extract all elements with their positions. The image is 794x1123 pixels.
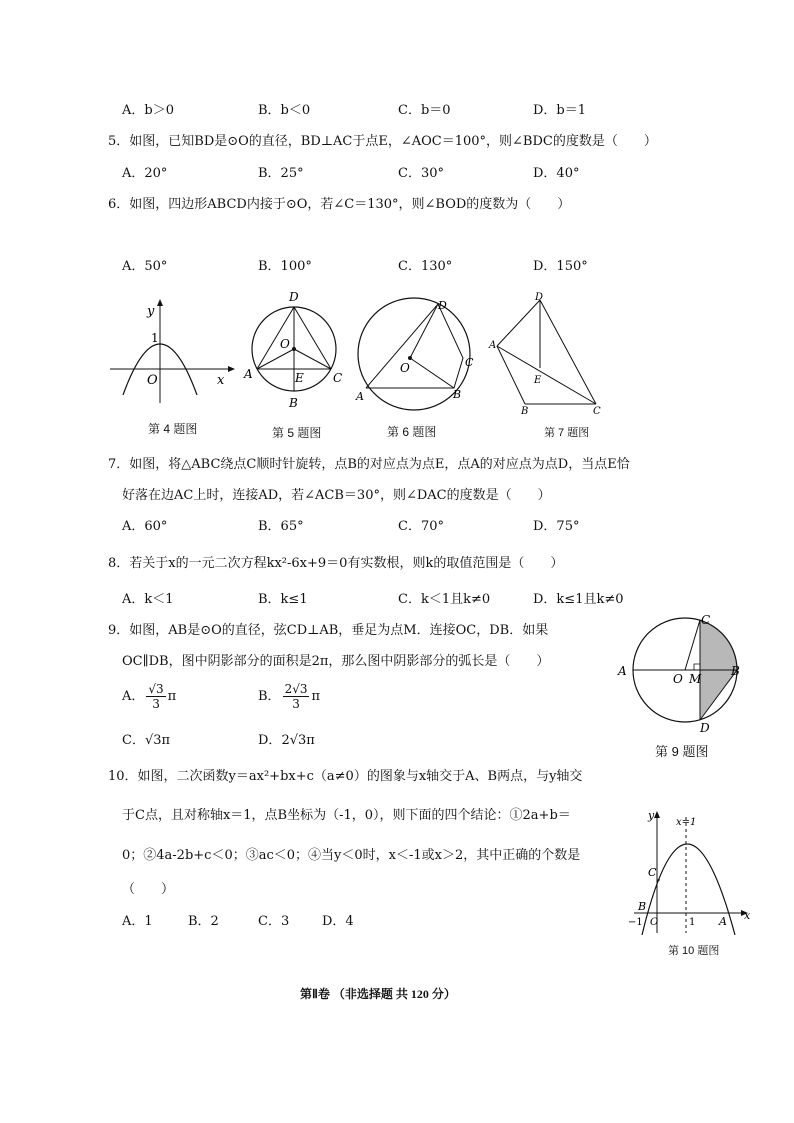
fig7-label-d: D bbox=[535, 292, 544, 303]
q10-option-d: D．4 bbox=[322, 914, 354, 929]
fig7-label-b: B bbox=[521, 406, 529, 417]
fig6-label-b: B bbox=[453, 388, 462, 401]
fig5-label-c: C bbox=[333, 371, 343, 385]
fig6-label-d: D bbox=[438, 299, 447, 312]
q10-option-b: B．2 bbox=[188, 914, 219, 929]
fig10-label-o: O bbox=[650, 917, 659, 928]
q6-option-d: D．150° bbox=[533, 259, 588, 274]
q8-option-a: A．k＜1 bbox=[122, 592, 174, 607]
q10-option-a: A．1 bbox=[122, 914, 153, 929]
section-title: 第Ⅱ卷 （非选择题 共 120 分） bbox=[300, 987, 456, 1001]
q5-option-b: B．25° bbox=[258, 166, 304, 181]
q8-option-c: C．k＜1且k≠0 bbox=[398, 592, 491, 607]
fig10-label-y: y bbox=[648, 809, 655, 822]
fig9-label-a: A bbox=[618, 664, 627, 678]
fig5-label-o: O bbox=[280, 337, 290, 351]
fig9-label-m: M bbox=[689, 672, 702, 686]
figure-4-parabola bbox=[105, 295, 240, 405]
figure-10-caption: 第 10 题图 bbox=[668, 945, 720, 957]
q9-question-line1: 9．如图，AB是⊙O的直径，弦CD⊥AB，垂足为点M．连接OC，DB．如果 bbox=[108, 623, 549, 638]
q4-option-b: B．b＜0 bbox=[258, 103, 311, 118]
figure-6-cyclic-quad bbox=[350, 292, 485, 417]
fig5-label-b: B bbox=[289, 396, 298, 410]
fig5-label-e: E bbox=[295, 371, 304, 385]
q10-question-line4: （ ） bbox=[122, 882, 175, 897]
q6-option-a: A．50° bbox=[122, 259, 168, 274]
figure-9-caption: 第 9 题图 bbox=[655, 744, 709, 759]
figure-7-rotation bbox=[485, 290, 610, 418]
q10-question-line3: 0；②4a-2b+c＜0；③ac＜0；④当y＜0时，x＜-1或x＞2，其中正确的个数是 bbox=[122, 848, 581, 863]
q5-option-a: A．20° bbox=[122, 166, 168, 181]
fig10-label-1: 1 bbox=[689, 917, 696, 928]
q7-question-line1: 7．如图，将△ABC绕点C顺时针旋转，点B的对应点为点E，点A的对应点为点D，当点E恰 bbox=[108, 457, 630, 472]
fig10-label-a: A bbox=[719, 915, 727, 928]
q8-question: 8．若关于x的一元二次方程kx²-6x+9＝0有实数根，则k的取值范围是（ ） bbox=[108, 556, 564, 571]
fig10-label-c: C bbox=[648, 866, 657, 879]
q6-option-c: C．130° bbox=[398, 259, 453, 274]
fig10-label-neg1: −1 bbox=[628, 917, 643, 928]
q9-option-b: B． $\frac{2√3}{3}$ π bbox=[258, 682, 321, 711]
q5-option-c: C．30° bbox=[398, 166, 444, 181]
fig4-label-o: O bbox=[147, 373, 158, 388]
fig10-label-b: B bbox=[638, 900, 647, 913]
fig9-label-d: D bbox=[700, 721, 710, 735]
fig5-label-d: D bbox=[289, 290, 299, 304]
q8-option-d: D．k≤1且k≠0 bbox=[533, 592, 624, 607]
q8-option-b: B．k≤1 bbox=[258, 592, 308, 607]
figure-5-caption: 第 5 题图 bbox=[272, 426, 322, 440]
q7-option-d: D．75° bbox=[533, 519, 580, 534]
q7-option-c: C．70° bbox=[398, 519, 444, 534]
fig4-label-y: y bbox=[147, 304, 155, 319]
fig9-label-b: B bbox=[731, 664, 740, 678]
q10-option-c: C．3 bbox=[258, 914, 290, 929]
fig7-label-e: E bbox=[534, 375, 542, 386]
q9-question-line2: OC∥DB，图中阴影部分的面积是2π，那么图中阴影部分的弧长是（ ） bbox=[122, 654, 550, 669]
fig10-label-axis: x=1 bbox=[676, 817, 697, 828]
q10-question-line1: 10．如图，二次函数y＝ax²+bx+c（a≠0）的图象与x轴交于A、B两点，与y轴交 bbox=[108, 769, 583, 784]
figure-4-caption: 第 4 题图 bbox=[148, 422, 198, 436]
figure-9-shaded-circle bbox=[612, 610, 752, 735]
q5-question: 5．如图，已知BD是⊙O的直径，BD⊥AC于点E，∠AOC＝100°，则∠BDC的度数是（ ） bbox=[108, 134, 657, 149]
q7-option-b: B．65° bbox=[258, 519, 304, 534]
fig5-label-a: A bbox=[244, 367, 253, 381]
q9-option-d: D．2√3π bbox=[258, 733, 315, 748]
q4-option-d: D．b＝1 bbox=[533, 103, 587, 118]
q9-option-a: A． $\frac{√3}{3}$ π bbox=[122, 682, 177, 711]
fig4-label-1: 1 bbox=[151, 331, 159, 345]
fig6-label-c: C bbox=[465, 356, 474, 369]
fig4-label-x: x bbox=[217, 373, 225, 388]
fig10-label-x: x bbox=[744, 909, 751, 922]
figure-7-caption: 第 7 题图 bbox=[544, 427, 590, 439]
figure-6-caption: 第 6 题图 bbox=[387, 425, 437, 439]
q5-option-d: D．40° bbox=[533, 166, 580, 181]
fig9-label-o: O bbox=[673, 672, 683, 686]
fig7-label-c: C bbox=[593, 406, 601, 417]
fig7-label-a: A bbox=[489, 340, 497, 351]
q6-option-b: B．100° bbox=[258, 259, 312, 274]
fig6-label-o: O bbox=[400, 361, 410, 375]
fig9-label-c: C bbox=[701, 613, 711, 627]
q10-question-line2: 于C点，且对称轴x＝1，点B坐标为（-1，0），则下面的四个结论：①2a+b＝ bbox=[122, 808, 571, 823]
figure-10-parabola bbox=[620, 805, 760, 935]
q7-option-a: A．60° bbox=[122, 519, 168, 534]
q7-question-line2: 好落在边AC上时，连接AD，若∠ACB＝30°，则∠DAC的度数是（ ） bbox=[122, 488, 551, 503]
q4-option-c: C．b＝0 bbox=[398, 103, 451, 118]
q6-question: 6．如图，四边形ABCD内接于⊙O，若∠C＝130°，则∠BOD的度数为（ ） bbox=[108, 197, 571, 212]
figure-5-circle bbox=[240, 285, 350, 415]
fig6-label-a: A bbox=[356, 390, 364, 403]
q4-option-a: A．b＞0 bbox=[122, 103, 174, 118]
q9-option-c: C．√3π bbox=[122, 733, 171, 748]
